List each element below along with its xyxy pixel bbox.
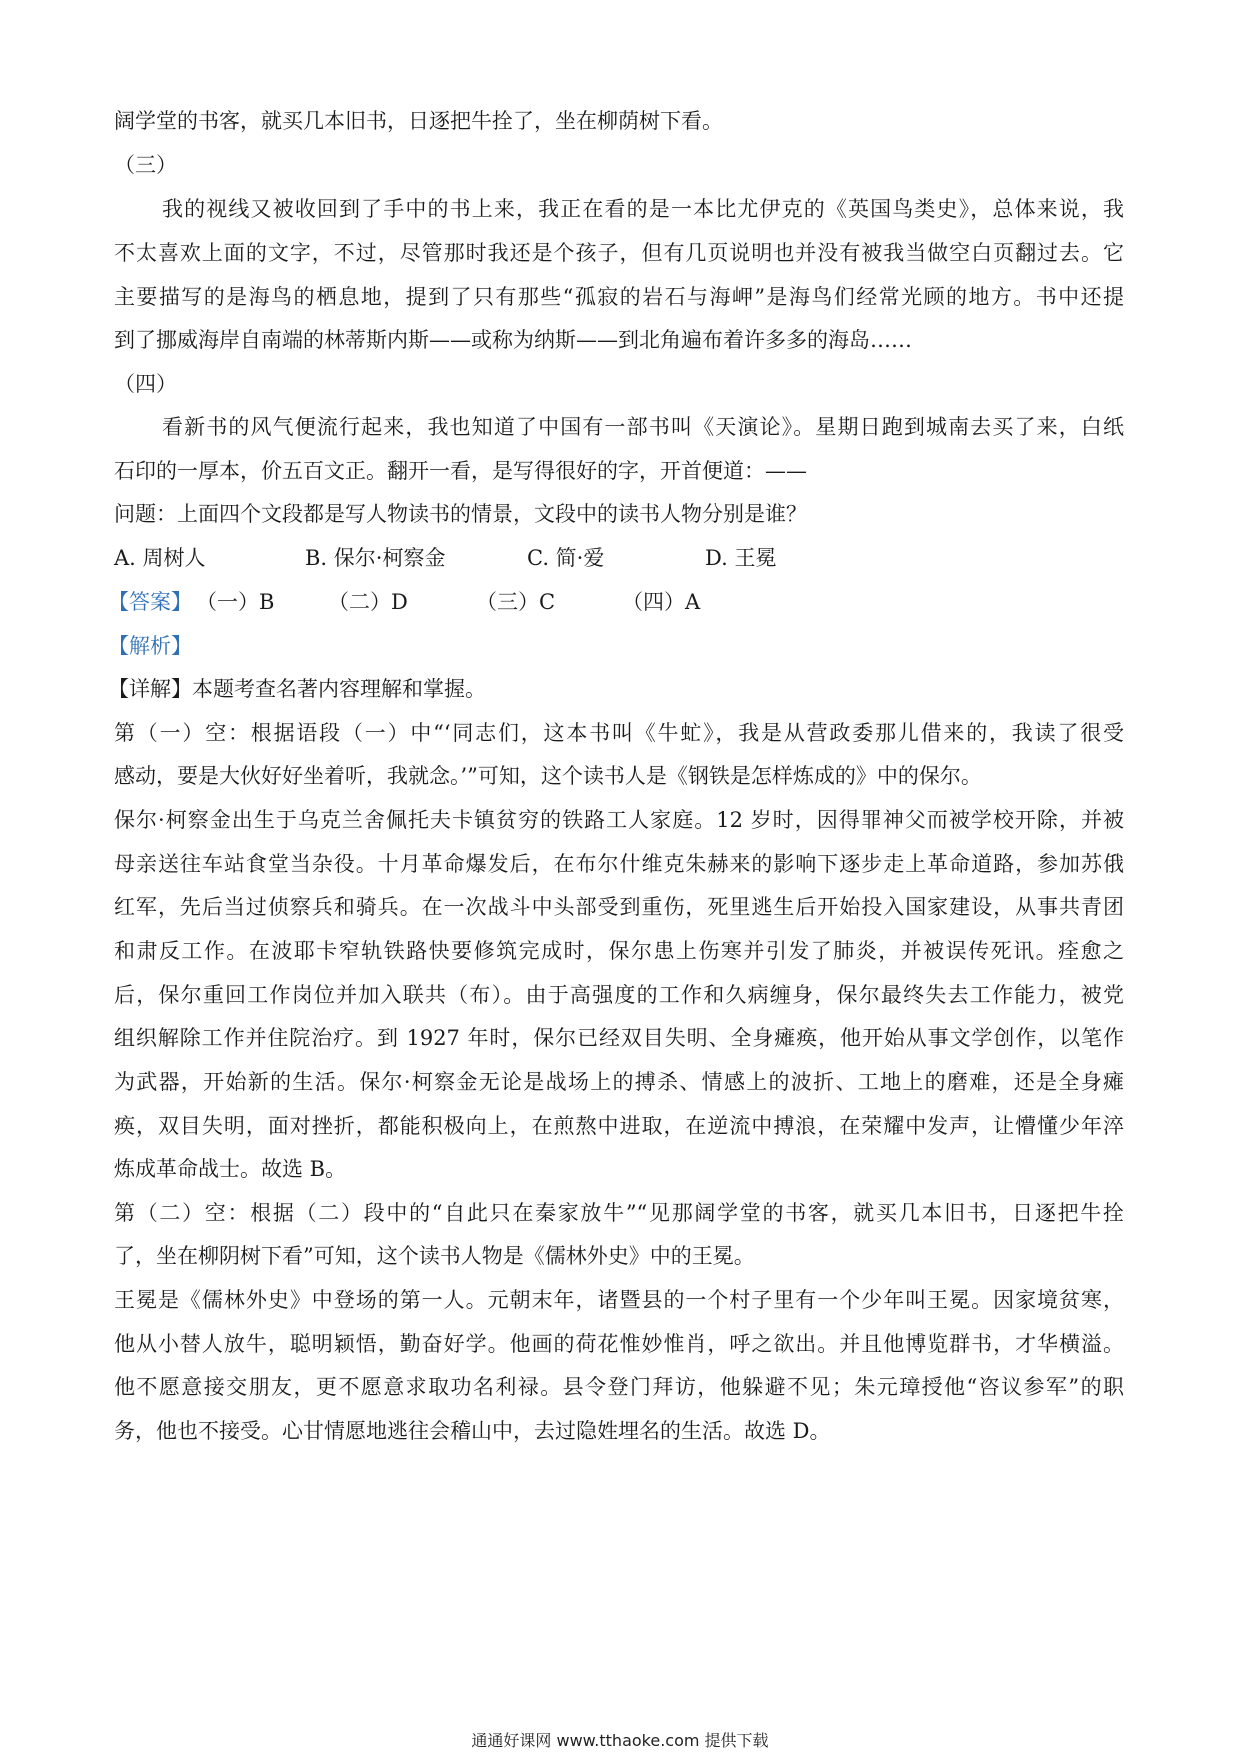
analysis-line: 他不愿意接交朋友，更不愿意求取功名利禄。县令登门拜访，他躲避不见；朱元璋授他“咨议参军”的职: [114, 1375, 1124, 1399]
answer-item-3: （三）C: [476, 590, 556, 614]
passage-line: 阔学堂的书客，就买几本旧书，日逐把牛拴了，坐在柳荫树下看。: [114, 109, 723, 133]
answer-item-1: （一）B: [196, 590, 275, 614]
section-heading-4: （四）: [114, 372, 177, 396]
passage-line: 到了挪威海岸自南端的林蒂斯内斯——或称为纳斯——到北角遍布着许多多的海岛……: [114, 328, 912, 352]
answer-label: 【答案】: [108, 590, 192, 614]
answer-item-2: （二）D: [328, 590, 408, 614]
option-c: C. 简·爱: [527, 546, 605, 570]
analysis-line: 第（二）空：根据（二）段中的“自此只在秦家放牛”“见那阔学堂的书客，就买几本旧书，日逐把牛拴: [114, 1201, 1124, 1225]
question-text: 问题：上面四个文段都是写人物读书的情景，文段中的读书人物分别是谁？: [114, 502, 807, 526]
page-footer: 通通好课网 www.tthaoke.com 提供下载: [471, 1731, 769, 1750]
analysis-line: 母亲送往车站食堂当杂役。十月革命爆发后，在布尔什维克朱赫来的影响下逐步走上革命道路，参加苏俄: [114, 852, 1124, 876]
analysis-line: 炼成革命战士。故选 B。: [114, 1157, 347, 1181]
analysis-label: 【解析】: [108, 634, 192, 658]
passage-line: 我的视线又被收回到了手中的书上来，我正在看的是一本比尤伊克的《英国鸟类史》，总体来说，我: [162, 197, 1124, 221]
answer-item-4: （四）A: [622, 590, 701, 614]
analysis-line: 组织解除工作并住院治疗。到 1927 年时，保尔已经双目失明、全身瘫痪，他开始从事文学创作，以笔作: [114, 1026, 1124, 1050]
analysis-line: 了，坐在柳阴树下看”可知，这个读书人物是《儒林外史》中的王冕。: [114, 1244, 755, 1268]
analysis-line: 保尔·柯察金出生于乌克兰舍佩托夫卡镇贫穷的铁路工人家庭。12 岁时，因得罪神父而被学校开除，并被: [114, 808, 1124, 832]
option-b: B. 保尔·柯察金: [305, 546, 446, 570]
detail-line: [108, 674, 1118, 704]
detail-text: 本题考查名著内容理解和掌握。: [192, 677, 486, 701]
section-heading-3: （三）: [114, 153, 177, 177]
option-d: D. 王冕: [705, 546, 777, 570]
analysis-line: 和肃反工作。在波耶卡窄轨铁路快要修筑完成时，保尔患上伤寒并引发了肺炎，并被误传死讯。痊愈之: [114, 939, 1124, 963]
passage-line: 看新书的风气便流行起来，我也知道了中国有一部书叫《天演论》。星期日跑到城南去买了来，白纸: [162, 415, 1124, 439]
analysis-line: 为武器，开始新的生活。保尔·柯察金无论是战场上的搏杀、情感上的波折、工地上的磨难，还是全身瘫: [114, 1070, 1124, 1094]
option-a: A. 周树人: [114, 546, 206, 570]
passage-line: 主要描写的是海鸟的栖息地，提到了只有那些“孤寂的岩石与海岬”是海鸟们经常光顾的地方。书中还提: [114, 285, 1124, 309]
analysis-line: 红军，先后当过侦察兵和骑兵。在一次战斗中头部受到重伤，死里逃生后开始投入国家建设，从事共青团: [114, 895, 1124, 919]
passage-line: 石印的一厚本，价五百文正。翻开一看，是写得很好的字，开首便道：——: [114, 459, 807, 483]
detail-label: 【详解】: [108, 677, 192, 701]
analysis-line: 后，保尔重回工作岗位并加入联共（布）。由于高强度的工作和久病缠身，保尔最终失去工作能力，被党: [114, 983, 1124, 1007]
analysis-line: 第（一）空：根据语段（一）中“‘同志们，这本书叫《牛虻》，我是从营政委那儿借来的，我读了很受: [114, 721, 1124, 745]
analysis-line: 王冕是《儒林外史》中登场的第一人。元朝末年，诸暨县的一个村子里有一个少年叫王冕。因家境贫寒，: [114, 1288, 1124, 1312]
analysis-line: 感动，要是大伙好好坐着听，我就念。’”可知，这个读书人是《钢铁是怎样炼成的》中的保尔。: [114, 764, 982, 788]
analysis-line: 务，他也不接受。心甘情愿地逃往会稽山中，去过隐姓埋名的生活。故选 D。: [114, 1419, 831, 1443]
passage-line: 不太喜欢上面的文字，不过，尽管那时我还是个孩子，但有几页说明也并没有被我当做空白页翻过去。它: [114, 241, 1124, 265]
analysis-line: 他从小替人放牛，聪明颖悟，勤奋好学。他画的荷花惟妙惟肖，呼之欲出。并且他博览群书，才华横溢。: [114, 1332, 1124, 1356]
analysis-line: 痪，双目失明，面对挫折，都能积极向上，在煎熬中进取，在逆流中搏浪，在荣耀中发声，让懵懂少年淬: [114, 1114, 1124, 1138]
